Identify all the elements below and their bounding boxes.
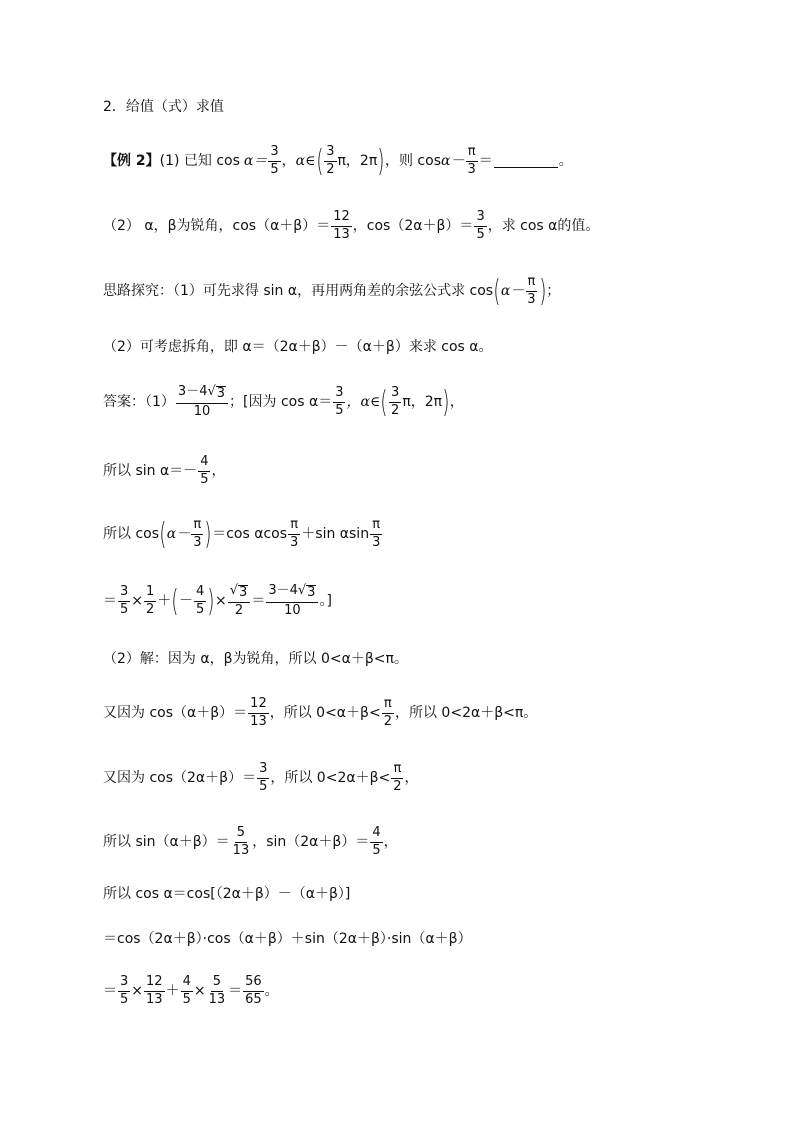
p1-comma: ， bbox=[281, 153, 296, 170]
sol2-l5: 所以 cos α＝cos[（2α＋β）－（α＋β）] bbox=[103, 886, 351, 902]
section-heading bbox=[103, 100, 224, 114]
frac-num: 3 bbox=[389, 386, 401, 403]
frac-pi-3 bbox=[191, 518, 203, 551]
frac bbox=[118, 585, 130, 618]
times: × bbox=[131, 593, 144, 610]
sol2-l4b: ，sin（2α＋β）＝ bbox=[252, 834, 370, 851]
frac-num: 5 bbox=[235, 826, 247, 843]
sin-line bbox=[103, 455, 225, 488]
frac-num: π bbox=[526, 275, 538, 292]
cos-diff-line bbox=[103, 518, 383, 551]
frac-den: 10 bbox=[284, 602, 301, 618]
frac-3-5 bbox=[333, 386, 345, 419]
frac-den: 10 bbox=[193, 403, 211, 419]
frac bbox=[144, 975, 165, 1008]
p1-end: 。 bbox=[558, 153, 573, 170]
calc-line bbox=[103, 584, 332, 619]
p1-var: α＝ bbox=[243, 153, 268, 170]
frac-num: 12 bbox=[144, 975, 165, 992]
sqrt-radicand: 3 bbox=[239, 585, 248, 600]
eq: ＝ bbox=[228, 983, 243, 1000]
answer-frac bbox=[176, 385, 228, 420]
frac bbox=[181, 975, 193, 1008]
sqrt: √ 3 bbox=[297, 583, 316, 600]
frac bbox=[194, 585, 206, 618]
sqrt: √ 3 bbox=[229, 583, 248, 600]
frac bbox=[118, 975, 130, 1008]
frac-den: 13 bbox=[208, 991, 226, 1007]
sol2-line3 bbox=[103, 762, 419, 795]
frac-num: 3 bbox=[324, 145, 336, 162]
neg: － bbox=[179, 593, 194, 610]
frac-den: 5 bbox=[200, 471, 209, 487]
sol2-line4 bbox=[103, 826, 398, 859]
frac-num: π bbox=[288, 518, 300, 535]
frac bbox=[231, 826, 252, 859]
frac-4-5 bbox=[198, 455, 210, 488]
frac-den: 3 bbox=[467, 161, 476, 177]
frac bbox=[144, 585, 156, 618]
frac-num: 1 bbox=[144, 585, 156, 602]
p2-text1: （2） α，β为锐角，cos（α＋β）＝ bbox=[103, 218, 331, 235]
sol2-l2a: 又因为 cos（α＋β）＝ bbox=[103, 705, 248, 722]
left-paren: ( bbox=[493, 273, 501, 309]
sol2-l3c: ， bbox=[404, 770, 419, 787]
left-paren: ( bbox=[380, 384, 388, 420]
frac-den: 2 bbox=[326, 161, 335, 177]
frac-den: 5 bbox=[196, 601, 205, 617]
calc-eq: ＝ bbox=[103, 593, 117, 610]
frac bbox=[248, 697, 269, 730]
frac-num: 3 bbox=[118, 975, 130, 992]
frac-den: 2 bbox=[234, 602, 244, 618]
frac-num: 56 bbox=[243, 975, 264, 992]
sol2-line6 bbox=[103, 932, 472, 946]
frac-pi-3 bbox=[288, 518, 300, 551]
frac bbox=[257, 762, 269, 795]
hint-text: （2）可考虑拆角，即 α＝（2α＋β）－（α＋β）来求 cos α。 bbox=[103, 339, 493, 355]
answer-end: ， bbox=[449, 394, 464, 411]
sol2-line1 bbox=[103, 652, 408, 666]
times: × bbox=[215, 593, 227, 610]
hint-line bbox=[103, 340, 493, 354]
p1-then: ，则 cos bbox=[384, 153, 441, 170]
times: × bbox=[193, 983, 206, 1000]
frac-num: π bbox=[382, 697, 394, 714]
example-tag: 【例 2】 bbox=[103, 153, 160, 170]
frac-num: 3 bbox=[118, 585, 130, 602]
sol2-l4a: 所以 sin（α＋β）＝ bbox=[103, 834, 230, 851]
thinking-end: ； bbox=[546, 283, 561, 300]
frac-num: 12 bbox=[331, 210, 352, 227]
frac-den: 5 bbox=[120, 601, 129, 617]
frac-den: 3 bbox=[527, 291, 536, 307]
frac-num bbox=[176, 385, 228, 404]
sol2-line7 bbox=[103, 975, 279, 1008]
frac-den: 13 bbox=[146, 991, 163, 1007]
answer-line bbox=[103, 385, 464, 420]
frac-num: π bbox=[370, 518, 382, 535]
frac-pi-3 bbox=[525, 275, 537, 308]
end: 。 bbox=[264, 983, 279, 1000]
sol2-l2c: ，所以 0<2α＋β<π。 bbox=[394, 705, 538, 722]
calc-end: 。] bbox=[319, 593, 332, 610]
frac-sqrt3-2 bbox=[228, 584, 251, 619]
frac-pi-3 bbox=[370, 518, 382, 551]
frac-den: 3 bbox=[372, 534, 381, 550]
frac-num: 3 bbox=[333, 386, 345, 403]
frac-3-5 bbox=[474, 210, 486, 243]
num-prefix: 3－4 bbox=[177, 384, 208, 399]
frac-num: 5 bbox=[211, 975, 223, 992]
frac-den: 5 bbox=[259, 778, 268, 794]
p2-text2: ，cos（2α＋β）＝ bbox=[352, 218, 474, 235]
sin-end: ， bbox=[211, 463, 226, 480]
times: × bbox=[131, 983, 144, 1000]
right-paren: ) bbox=[207, 583, 215, 619]
left-paren: ( bbox=[171, 583, 179, 619]
frac-den: 3 bbox=[193, 534, 202, 550]
answer-text2: ，α∈ bbox=[346, 394, 381, 411]
cos-diff-text: 所以 cos bbox=[103, 526, 160, 543]
num-prefix: 3－4 bbox=[268, 583, 298, 598]
plus: ＋ bbox=[157, 593, 172, 610]
frac-num bbox=[266, 584, 318, 603]
result-frac bbox=[266, 584, 318, 619]
frac-num: 4 bbox=[198, 455, 210, 472]
sol2-line5 bbox=[103, 887, 350, 901]
sin-text: 所以 sin α＝－ bbox=[103, 463, 198, 480]
section-heading-text: 2．给值（式）求值 bbox=[103, 99, 224, 115]
sol2-l6: ＝cos（2α＋β）·cos（α＋β）＋sin（2α＋β）·sin（α＋β） bbox=[103, 931, 472, 947]
right-paren: ) bbox=[377, 143, 385, 179]
p2-text3: ，求 cos α的值。 bbox=[487, 218, 600, 235]
thinking-text: 思路探究：（1）可先求得 sin α，再用两角差的余弦公式求 cos bbox=[103, 283, 494, 300]
frac-num: 12 bbox=[248, 697, 269, 714]
p1-label: (1) 已知 cos bbox=[159, 153, 240, 170]
answer-text: ；[因为 cos α＝ bbox=[229, 394, 333, 411]
frac bbox=[370, 826, 382, 859]
frac-3-2 bbox=[324, 145, 336, 178]
frac-num: 3 bbox=[268, 145, 280, 162]
frac-den: 65 bbox=[245, 991, 262, 1007]
sqrt-radicand: 3 bbox=[307, 585, 316, 600]
sqrt: √ 3 bbox=[207, 384, 226, 401]
right-paren: ) bbox=[204, 516, 212, 552]
frac-num: 3 bbox=[257, 762, 269, 779]
frac-pi-2 bbox=[382, 697, 394, 730]
p1-eq: ＝ bbox=[478, 153, 493, 170]
frac-den: 2 bbox=[383, 713, 392, 729]
frac-den: 3 bbox=[290, 534, 299, 550]
frac-num: 4 bbox=[370, 826, 382, 843]
frac-den: 5 bbox=[182, 991, 191, 1007]
eq: ＝ bbox=[103, 983, 117, 1000]
frac-den: 5 bbox=[335, 402, 344, 418]
p1-pi: π，2π bbox=[337, 153, 378, 170]
answer-pi: π，2π bbox=[402, 394, 443, 411]
sol2-l3a: 又因为 cos（2α＋β）＝ bbox=[103, 770, 257, 787]
frac-num: π bbox=[391, 762, 403, 779]
frac-pi-3 bbox=[465, 145, 477, 178]
frac-den: 13 bbox=[250, 713, 267, 729]
sol2-l2b: ，所以 0<α＋β< bbox=[269, 705, 381, 722]
frac-num: π bbox=[466, 145, 478, 162]
calc-eq2: ＝ bbox=[251, 593, 266, 610]
sol2-l1: （2）解：因为 α，β为锐角，所以 0<α＋β<π。 bbox=[103, 651, 408, 667]
answer-blank[interactable] bbox=[494, 155, 558, 168]
example2-part2 bbox=[103, 210, 599, 243]
p1-expr: α－ bbox=[441, 153, 465, 170]
frac bbox=[243, 975, 264, 1008]
frac bbox=[207, 975, 228, 1008]
left-paren: ( bbox=[159, 516, 167, 552]
frac-num: 3 bbox=[474, 210, 486, 227]
frac-den: 5 bbox=[372, 842, 381, 858]
frac-den: 5 bbox=[120, 991, 129, 1007]
frac-den: 5 bbox=[476, 226, 485, 242]
frac-den: 2 bbox=[146, 601, 155, 617]
thinking-inner: α－ bbox=[500, 283, 525, 300]
left-paren: ( bbox=[315, 143, 323, 179]
example2-part1 bbox=[103, 145, 573, 178]
thinking-line bbox=[103, 275, 560, 308]
sol2-l4c: ， bbox=[383, 834, 398, 851]
frac-num: π bbox=[191, 518, 203, 535]
right-paren: ) bbox=[442, 384, 450, 420]
cos-diff-mid: ＝cos αcos bbox=[212, 526, 287, 543]
frac-den: 13 bbox=[232, 842, 250, 858]
cos-diff-inner: α－ bbox=[166, 526, 191, 543]
sol2-l3b: ，所以 0<2α＋β< bbox=[270, 770, 391, 787]
right-paren: ) bbox=[538, 273, 546, 309]
sqrt-radicand: 3 bbox=[216, 386, 226, 401]
sol2-line2 bbox=[103, 697, 537, 730]
frac-den: 13 bbox=[333, 226, 350, 242]
frac-den: 2 bbox=[393, 778, 402, 794]
answer-label: 答案：（1） bbox=[103, 394, 175, 411]
frac-den: 2 bbox=[391, 402, 400, 418]
frac-den: 5 bbox=[270, 161, 279, 177]
cos-diff-plus: ＋sin αsin bbox=[301, 526, 370, 543]
frac-num: 4 bbox=[194, 585, 206, 602]
frac-3-2 bbox=[389, 386, 401, 419]
frac-pi-2 bbox=[391, 762, 403, 795]
frac-3-5 bbox=[268, 145, 280, 178]
frac-num bbox=[228, 584, 251, 603]
frac-num: 4 bbox=[181, 975, 193, 992]
plus: ＋ bbox=[165, 983, 180, 1000]
frac-12-13 bbox=[331, 210, 352, 243]
p1-alpha: α∈ bbox=[295, 153, 316, 170]
